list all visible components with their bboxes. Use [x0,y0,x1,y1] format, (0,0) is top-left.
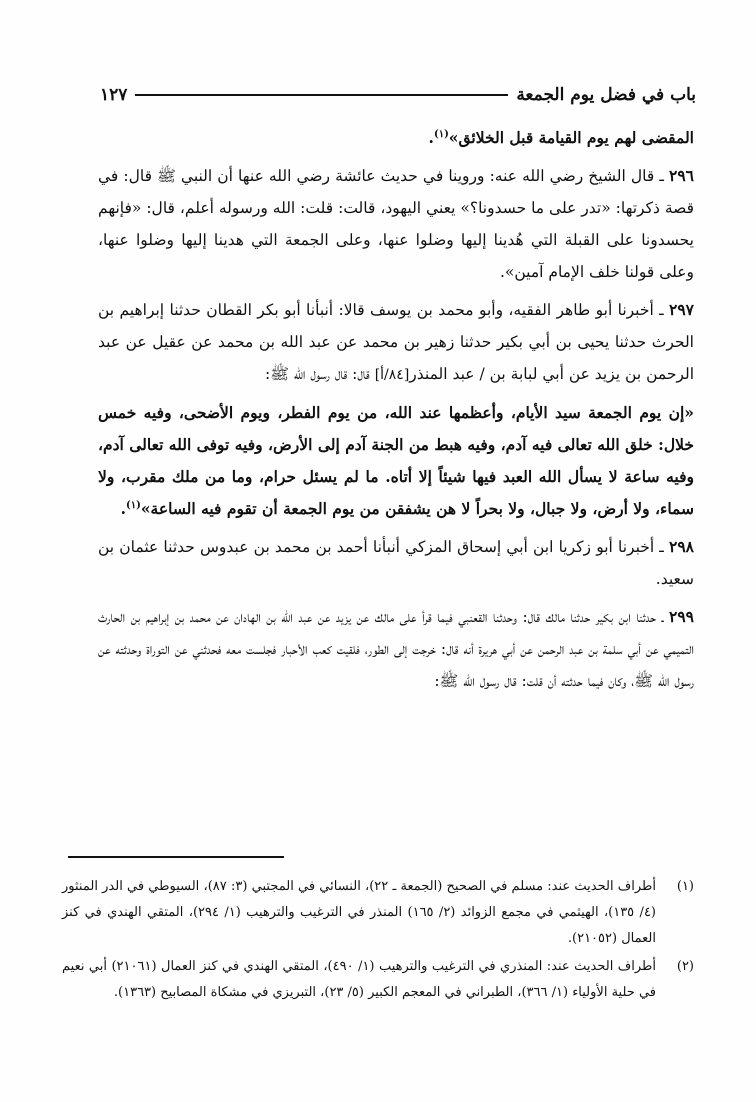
chapter-title: باب في فضل يوم الجمعة [516,85,696,105]
header-rule [135,94,508,96]
paragraph-text: ـ قال الشيخ رضي الله عنه: وروينا في حديث عائشة رضي الله عنها أن النبي ﷺ قال: في قصة ذكرتها: «تدر على ما حسدونا؟» يعني اليهود، قالت: قلت: الله ورسوله أعلم، قال: «فإنهم يحسدونا على القبلة التي هُدينا إليها وضلوا عنها، وعلى الجمعة التي هدينا إليها وضلوا عنها، وعلى قولنا خلف الإمام آمين». [98,167,694,281]
footnote-number: (١) [676,879,694,894]
main-text [98,122,694,697]
running-header [100,80,696,110]
paragraph-297 [98,294,694,391]
hadith-text: «إن يوم الجمعة سيد الأيام، وأعظمها عند الله، من يوم الفطر، ويوم الأضحى، وفيه خمس خلال: خلق الله تعالى فيه آدم، وفيه هبط من الجنة آدم إلى الأرض، وفيه توفى الله تعالى آدم، وفيه ساعة لا يسأل الله العبد فيها شيئاً إلا أتاه. ما لم يسئل حرام، وما من ملك مقرب، ولا سماء، ولا أرض، ولا جبال، ولا بحراً لا هن يشفقن من يوم الجمعة أن تقوم فيه الساعة» [98,403,694,518]
footnote-marker: (١) [126,499,141,511]
paragraph-text: ـ أخبرنا أبو زكريا ابن أبي إسحاق المزكي أنبأنا أحمد بن محمد بن عبدوس حدثنا عثمان بن سعيد. [98,538,694,588]
page-number: ١٢٧ [100,85,128,105]
paragraph-number: ٢٩٧ [669,300,694,319]
manuscript-folio-ref: [٨٤/أ] [374,367,410,383]
paragraph-number: ٢٩٨ [669,537,694,556]
footnote-marker: (١) [433,128,449,140]
footnote-number: (٢) [676,959,694,974]
opening-line: المقضى لهم يوم القيامة قبل الخلائق»$^{(١)}$. [428,128,694,147]
paragraph-text: ـ أخبرنا أبو طاهر الفقيه، وأبو محمد بن يوسف قالا: أنبأنا أبو بكر القطان حدثنا إبراهيم بن الحرث حدثنا يحيى بن أبي بكير حدثنا زهير بن محمد عن عبد الله بن محمد عن عقيل عن عبد الرحمن بن يزيد عن أبي لبابة بن / عبد المنذر [98,301,694,383]
paragraph-number: ٢٩٦ [669,166,694,185]
paragraph-tail: قال: قال رسول الله ﷺ: [264,365,370,383]
footnote-item [62,954,694,1006]
footnotes [62,874,694,1008]
footnote-item [62,874,694,952]
paragraph-number: ٢٩٩ [669,607,694,626]
paragraph-296 [98,160,694,288]
paragraph-298 [98,531,694,595]
footnote-separator [68,856,284,858]
paragraph-text: ـ حدثنا ابن بكير حدثنا مالك قال: وحدثنا القعنبي فيما قرأ على مالك عن يزيد عن عبد الله بن الهادان عن محمد بن إبراهيم بن الحارث التميمي عن أبي سلمة بن عبد الرحمن عن أبي هريرة أنه قال: خرجت إلى الطور، فلقيت كعب الأحبار فجلست معه فحدثني عن التوراة وحدثته عن رسول الله ﷺ، وكان فيما حدثته أن قلت: قال رسول الله ﷺ: [98,608,694,690]
footnote-text: أطراف الحديث عند: مسلم في الصحيح (الجمعة ـ ٢٢)، النسائي في المجتبي (٣: ٨٧)، السيوطي في الدر المنثور (٤/ ١٣٥)، الهيثمي في مجمع الزوائد (٢/ ١٦٥) المنذر في الترغيب والترهيب (١/ ٢٩٤)، المتقي الهندي في كنز العمال (٢١٠٥٢). [62,879,657,946]
paragraph-299 [98,601,694,697]
footnote-text: أطراف الحديث عند: المنذري في الترغيب والترهيب (١/ ٤٩٠)، المتقي الهندي في كنز العمال (٢١٠٦١) أبي نعيم في حلية الأولياء (١/ ٣٦٦)، الطبراني في المعجم الكبير (٥/ ٢٣)، التبريزي في مشكاة المصابيح (١٣٦٣). [62,959,657,1000]
hadith-quote: «إن يوم الجمعة سيد الأيام، وأعظمها عند الله، من يوم الفطر، ويوم الأضحى، وفيه خمس خلال: خلق الله تعالى فيه آدم، وفيه هبط من الجنة آدم إلى الأرض، وفيه توفى الله تعالى آدم، وفيه ساعة لا يسأل الله العبد فيها شيئاً إلا أتاه. ما لم يسئل حرام، وما من ملك مقرب، ولا سماء، ولا أرض، ولا جبال، ولا بحراً لا هن يشفقن من يوم الجمعة أن تقوم فيه الساعة»$^{(١)}$. [98,403,694,518]
opening-text: المقضى لهم يوم القيامة قبل الخلائق» [448,128,694,147]
